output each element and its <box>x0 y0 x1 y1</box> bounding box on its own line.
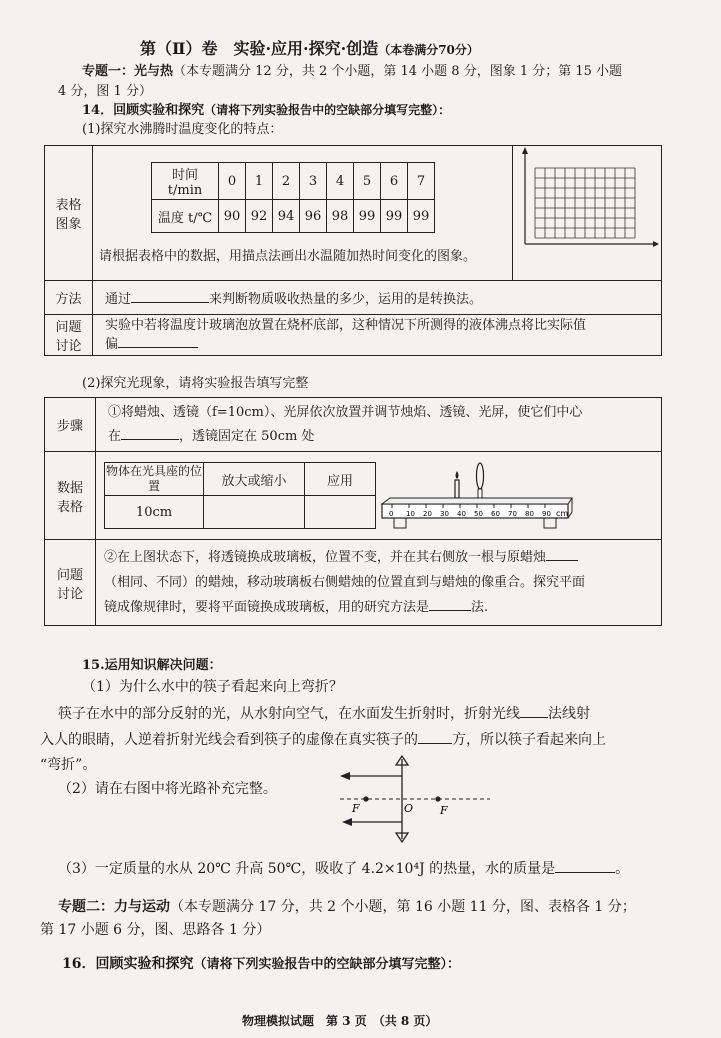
temp-cell: 98 <box>327 200 354 233</box>
ruler-tick-label: 70 <box>508 510 517 518</box>
q16-title: 16．回顾实验和探究（请将下列实验报告中的空缺部分填写完整）： <box>62 956 460 972</box>
temp-cell: 96 <box>300 200 327 233</box>
label-image: 图象 <box>55 217 82 232</box>
q14-subtitle-1: (1)探究水沸腾时温度变化的特点： <box>82 122 283 137</box>
temp-cell: 90 <box>219 200 246 233</box>
label-F-right: F <box>440 804 448 817</box>
time-cell: 5 <box>354 163 381 200</box>
time-cell: 7 <box>408 163 435 200</box>
ray-arrow-icon <box>342 818 352 826</box>
graph-grid <box>513 146 659 276</box>
center-blank[interactable] <box>121 439 179 440</box>
topic1-description-cont: 4 分，图 1 分） <box>58 84 152 99</box>
time-cell: 0 <box>219 163 246 200</box>
time-cell: 1 <box>246 163 273 200</box>
label-data: 数据 <box>56 480 83 496</box>
lens-ray-diagram <box>340 754 490 844</box>
ray-arrow-icon <box>340 772 350 780</box>
label-F-left: F <box>352 802 360 815</box>
method-name-blank[interactable] <box>429 610 471 611</box>
steps-text: ①将蜡烛、透镜（f=10cm）、光屏依次放置并调节烛焰、透镜、光屏，使它们中心 <box>108 404 583 420</box>
time-cell: 4 <box>327 163 354 200</box>
optical-bench-diagram <box>378 458 574 538</box>
flame-icon <box>456 471 459 479</box>
candle-icon <box>455 480 459 498</box>
q15-title: 15.运用知识解决问题： <box>82 658 222 673</box>
time-header: 时间 t/min <box>152 163 219 200</box>
lens-data-table <box>104 462 376 529</box>
label-discuss-2: 讨论 <box>56 586 83 602</box>
focus-point-right <box>435 796 440 801</box>
q15-answer-line2: 入人的眼睛，人逆着折射光线会看到筷子的虚像在真实筷子的 方，所以筷子看起来向上 <box>40 732 606 748</box>
ruler-tick-label: 50 <box>474 510 483 518</box>
q15-sub3: （3）一定质量的水从 20℃ 升高 50℃，吸收了 4.2×10⁴J 的热量，水的质量是 。 <box>58 861 630 877</box>
label-method: 方法 <box>45 281 93 315</box>
lens-icon <box>477 463 484 489</box>
ruler-tick-label: 30 <box>440 510 449 518</box>
problem-text: 实验中若将温度计玻璃泡放置在烧杯底部，这种情况下所测得的液体沸点将比实际值 <box>105 318 587 333</box>
label-problem-2: 问题 <box>56 567 83 583</box>
ruler-tick-label: 10 <box>406 510 415 518</box>
boiling-point-blank[interactable] <box>118 347 198 348</box>
time-cell: 6 <box>381 163 408 200</box>
col-size: 放大或缩小 <box>204 463 305 496</box>
label-table-2: 表格 <box>56 499 83 515</box>
time-cell: 2 <box>273 163 300 200</box>
ruler-tick-label: 20 <box>423 510 432 518</box>
temp-cell: 92 <box>246 200 273 233</box>
method-blank[interactable] <box>131 302 209 303</box>
q14-title: 14．回顾实验和探究（请将下列实验报告中的空缺部分填写完整）： <box>82 103 451 118</box>
use-blank[interactable] <box>305 496 376 529</box>
topic1-description: 专题一：光与热（本专题满分 12 分，共 2 个小题，第 14 小题 8 分，图象 1 分；第 15 小题 <box>82 64 623 79</box>
page-title: 第（Ⅱ）卷 实验·应用·探究·创造（本卷满分70分） <box>140 39 479 58</box>
temp-cell: 99 <box>408 200 435 233</box>
q14-subtitle-2: (2)探究光现象，请将实验报告填写完整 <box>82 376 309 391</box>
temp-header: 温度 t/℃ <box>152 200 219 233</box>
ruler-unit: cm <box>556 509 569 518</box>
refraction-blank[interactable] <box>520 717 548 718</box>
ruler-tick-label: 80 <box>525 510 534 518</box>
label-table: 表格 <box>55 198 82 213</box>
x-axis-arrow-icon <box>653 241 659 247</box>
same-different-blank[interactable] <box>546 560 578 561</box>
q15-answer-line3: “弯折”。 <box>40 757 97 773</box>
ruler-tick-label: 0 <box>389 510 394 518</box>
topic2-description-cont: 第 17 小题 6 分，图、思路各 1 分） <box>40 922 271 938</box>
ruler-tick-label: 90 <box>542 510 551 518</box>
page-footer: 物理模拟试题 第 3 页 （共 8 页） <box>242 1014 438 1028</box>
direction-blank[interactable] <box>418 743 452 744</box>
temp-cell: 94 <box>273 200 300 233</box>
light-report-table: 步骤 ①将蜡烛、透镜（f=10cm）、光屏依次放置并调节烛焰、透镜、光屏，使它们中心 在 ，透镜固定在 50cm 处 数据 表格 物体在光具座的位置 放大或缩小 应用 10cm 0 10 20 30 40 50 60 70 80 90 cm 问题 讨论 ②在上图状态下，将透镜换成玻璃板，位置不变，并在其右侧放一根与原蜡烛 （相同、不同）的蜡烛，移动玻璃板右侧蜡烛的位置直到与蜡烛的像重合。探究平面 镜成像规律时，要将平面镜换成玻璃板，用的研究方法是 法. <box>44 397 662 626</box>
temp-cell: 99 <box>381 200 408 233</box>
boiling-data-table <box>151 162 435 233</box>
mass-blank[interactable] <box>555 872 615 873</box>
row-position: 10cm <box>105 496 204 529</box>
focus-point-left <box>363 796 368 801</box>
time-cell: 3 <box>300 163 327 200</box>
ruler-tick-label: 40 <box>457 510 466 518</box>
q15-answer-line1: 筷子在水中的部分反射的光，从水射向空气，在水面发生折射时，折射光线 法线射 <box>58 706 590 722</box>
col-use: 应用 <box>305 463 376 496</box>
y-axis-arrow-icon <box>522 147 528 154</box>
temp-cell: 99 <box>354 200 381 233</box>
col-position: 物体在光具座的位置 <box>105 463 204 496</box>
problem-text-2: （相同、不同）的蜡烛，移动玻璃板右侧蜡烛的位置直到与蜡烛的像重合。探究平面 <box>104 575 586 590</box>
topic2-description: 专题二：力与运动（本专题满分 17 分，共 2 个小题，第 16 小题 11 分，图、表格各 1 分； <box>58 899 636 915</box>
size-blank[interactable] <box>204 496 305 529</box>
label-discuss: 讨论 <box>55 339 82 354</box>
label-steps: 步骤 <box>45 398 96 452</box>
q15-sub1: （1）为什么水中的筷子看起来向上弯折？ <box>82 679 343 695</box>
label-problem: 问题 <box>55 320 82 335</box>
graph-instruction: 请根据表格中的数据，用描点法画出水温随加热时间变化的图象。 <box>99 249 477 264</box>
boiling-report-table: 表格 图象 时间 t/min 0 1 2 3 4 5 6 7 温度 t/℃ 90 92 94 96 98 99 99 99 请根据表格中的数据，用描点法画出水温随加热时间变化的图象。 方法 通过 来判断物质吸收热量的多少，运用的是转换法。 问题 讨论 实验中若将温度计玻璃泡放置在烧杯底部，这种情况下所测得的液体沸点将比实际值 偏 <box>44 145 662 356</box>
label-O: O <box>404 802 414 815</box>
q15-sub2: （2）请在右图中将光路补充完整。 <box>58 781 277 797</box>
ruler-tick-label: 60 <box>491 510 500 518</box>
